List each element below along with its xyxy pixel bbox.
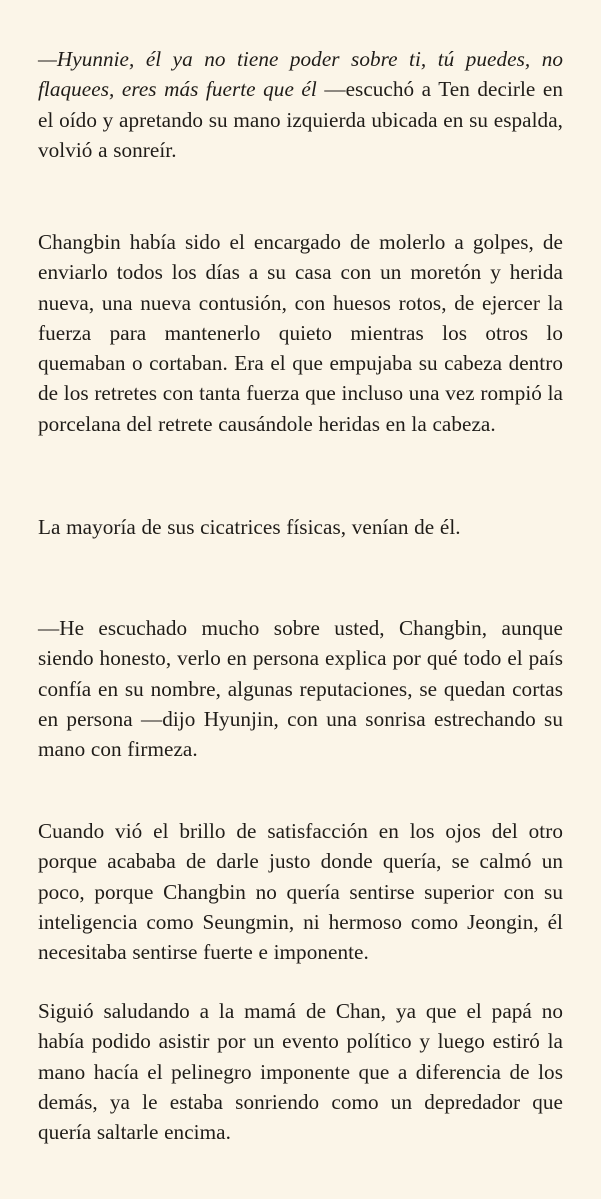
paragraph-1-narration: —escuchó a Ten decirle en el oído y apretando su mano izquierda ubicada en su espalda, volvió a sonreír. xyxy=(38,77,563,162)
paragraph-3: La mayoría de sus cicatrices físicas, venían de él. xyxy=(38,515,461,539)
paragraph-4: —He escuchado mucho sobre usted, Changbin, aunque siendo honesto, verlo en persona explica por qué todo el país confía en su nombre, algunas reputaciones, se quedan cortas en persona —dijo Hyunjin, con una sonrisa estrechando su mano con firmeza. xyxy=(38,616,563,762)
paragraph-2: Changbin había sido el encargado de molerlo a golpes, de enviarlo todos los días a su casa con un moretón y herida nueva, una nueva contusión, con huesos rotos, de ejercer la fuerza para mantenerlo quieto mientras los otros lo quemaban o cortaban. Era el que empujaba su cabeza dentro de los retretes con tanta fuerza que incluso una vez rompió la porcelana del retrete causándole heridas en la cabeza. xyxy=(38,230,563,436)
paragraph-6: Siguió saludando a la mamá de Chan, ya que el papá no había podido asistir por un evento político y luego estiró la mano hacía el pelinegro imponente que a diferencia de los demás, ya le estaba sonriendo como un depredador que quería saltarle encima. xyxy=(38,999,563,1145)
paragraph-1 xyxy=(38,44,563,165)
paragraph-5: Cuando vió el brillo de satisfacción en los ojos del otro porque acababa de darle justo donde quería, se calmó un poco, porque Changbin no quería sentirse superior con su inteligencia como Seungmin, ni hermoso como Jeongin, él necesitaba sentirse fuerte e imponente. xyxy=(38,819,563,965)
paragraph-1-italic-dialogue: —Hyunnie, él ya no tiene poder sobre ti, tú puedes, no flaquees, eres más fuerte que él xyxy=(38,47,563,102)
